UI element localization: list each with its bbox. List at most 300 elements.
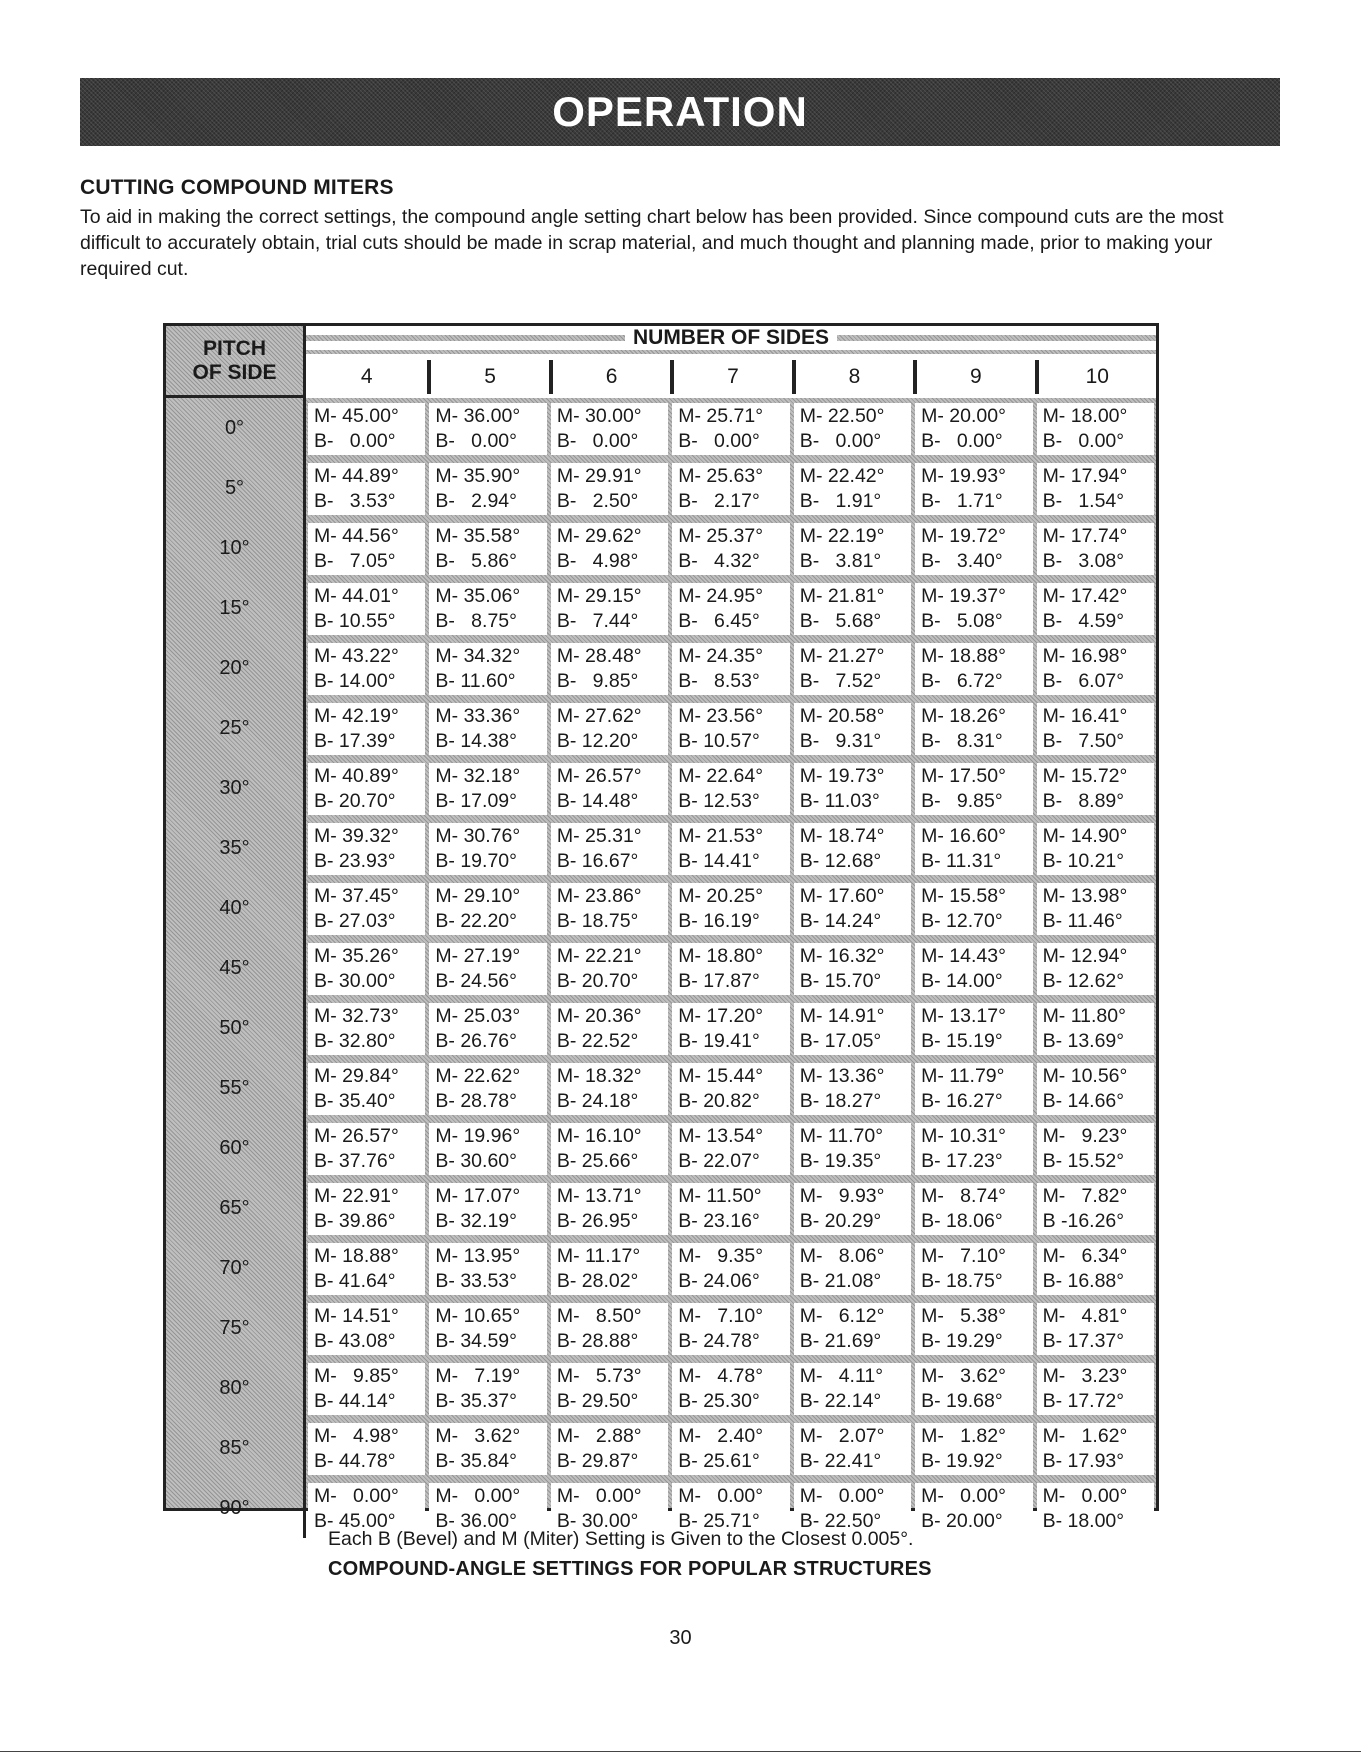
setting-cell (308, 943, 425, 995)
bevel-value: B- 14.00° (314, 670, 396, 692)
miter-value: M- 42.19° (314, 705, 399, 727)
pitch-cell: 25° (166, 698, 306, 758)
bevel-value: B- 17.23° (921, 1150, 1003, 1172)
miter-value: M- 13.36° (799, 1065, 885, 1087)
setting-cell (551, 1303, 668, 1355)
bevel-value: B- 0.00° (314, 430, 396, 452)
miter-value: M- 22.19° (799, 525, 885, 547)
setting-cell (1037, 943, 1154, 995)
bevel-value: B- 20.70° (556, 970, 639, 992)
miter-value: M- 25.37° (678, 525, 764, 547)
miter-value: M- 25.63° (678, 465, 764, 487)
pitch-cell: 20° (166, 638, 306, 698)
setting-cell (429, 1063, 546, 1115)
miter-value: M- 22.42° (799, 465, 885, 487)
setting-cell (915, 1243, 1032, 1295)
miter-value: M- 18.80° (678, 945, 764, 967)
miter-value: M- 22.64° (678, 765, 764, 787)
bevel-value: B- 16.27° (921, 1090, 1003, 1112)
setting-cell (794, 1243, 911, 1295)
bevel-value: B- 20.29° (799, 1210, 882, 1232)
setting-cell (1037, 403, 1154, 455)
bevel-value: B- 25.30° (678, 1390, 760, 1412)
column-header: 6 (549, 360, 670, 394)
miter-value: M- 22.62° (435, 1065, 521, 1087)
miter-value: M- 35.58° (435, 525, 521, 547)
miter-value: M- 30.00° (556, 405, 642, 427)
setting-cell (429, 883, 546, 935)
setting-cell (794, 883, 911, 935)
bevel-value: B- 19.35° (799, 1150, 882, 1172)
setting-cell (915, 643, 1032, 695)
setting-cell (308, 643, 425, 695)
setting-cell (915, 763, 1032, 815)
miter-value: M- 23.56° (678, 705, 764, 727)
setting-cell (672, 763, 789, 815)
setting-cell (429, 583, 546, 635)
setting-cell (915, 1483, 1032, 1535)
miter-value: M- 27.19° (435, 945, 521, 967)
bevel-value: B- 0.00° (678, 430, 760, 452)
bevel-value: B- 18.75° (556, 910, 639, 932)
bevel-value: B- 20.82° (678, 1090, 760, 1112)
setting-cell (915, 823, 1032, 875)
miter-value: M- 18.32° (556, 1065, 642, 1087)
miter-value: M- 22.21° (556, 945, 642, 967)
miter-value: M- 4.11° (799, 1365, 883, 1387)
table-row (166, 458, 1156, 518)
bevel-value: B- 44.14° (314, 1390, 396, 1412)
miter-value: M- 16.41° (1042, 705, 1128, 727)
bevel-value: B- 12.53° (678, 790, 760, 812)
bevel-value: B- 17.37° (1042, 1330, 1125, 1352)
setting-cell (672, 1243, 789, 1295)
bevel-value: B- 18.27° (799, 1090, 882, 1112)
bevel-value: B- 45.00° (314, 1510, 396, 1532)
bevel-value: B- 16.67° (556, 850, 639, 872)
bevel-value: B- 12.70° (921, 910, 1003, 932)
miter-value: M- 21.27° (799, 645, 885, 667)
miter-value: M- 5.38° (921, 1305, 1006, 1327)
table-row (166, 1178, 1156, 1238)
setting-cell (1037, 523, 1154, 575)
bevel-value: B- 17.05° (799, 1030, 882, 1052)
miter-value: M- 26.57° (314, 1125, 399, 1147)
miter-value: M- 20.25° (678, 885, 764, 907)
bevel-value: B- 1.91° (799, 490, 882, 512)
table-row (166, 638, 1156, 698)
miter-value: M- 30.76° (435, 825, 521, 847)
miter-value: M- 0.00° (799, 1485, 885, 1507)
setting-cell (794, 1003, 911, 1055)
bevel-value: B- 0.00° (799, 430, 882, 452)
compound-angle-chart (163, 323, 1159, 1532)
miter-value: M- 11.17° (556, 1245, 641, 1267)
setting-cell (1037, 583, 1154, 635)
setting-cell (915, 1183, 1032, 1235)
pitch-cell: 75° (166, 1298, 306, 1358)
setting-cell (429, 1003, 546, 1055)
column-header: 10 (1035, 360, 1156, 394)
setting-cell (915, 883, 1032, 935)
column-header: 9 (913, 360, 1034, 394)
setting-cell (551, 583, 668, 635)
setting-cell (429, 1423, 546, 1475)
intro-paragraph: To aid in making the correct settings, the compound angle setting chart below has been provided. Since compound cuts are the most difficult to accurately obtain, trial cuts should be made in scrap material, and much thought and planning made, prior to making your required cut. (80, 206, 1224, 280)
bevel-value: B- 16.19° (678, 910, 760, 932)
setting-cell (429, 643, 546, 695)
miter-value: M- 13.98° (1042, 885, 1128, 907)
miter-value: M- 2.07° (799, 1425, 885, 1447)
miter-value: M- 3.23° (1042, 1365, 1128, 1387)
setting-cell (672, 823, 789, 875)
miter-value: M- 0.00° (435, 1485, 521, 1507)
bevel-value: B- 36.00° (435, 1510, 517, 1532)
setting-cell (551, 763, 668, 815)
pitch-cell: 35° (166, 818, 306, 878)
bevel-value: B- 43.08° (314, 1330, 396, 1352)
bevel-value: B- 29.50° (556, 1390, 639, 1412)
miter-value: M- 14.51° (314, 1305, 399, 1327)
bevel-value: B- 25.61° (678, 1450, 760, 1472)
bevel-value: B- 17.72° (1042, 1390, 1125, 1412)
setting-cell (551, 1003, 668, 1055)
bevel-value: B- 24.78° (678, 1330, 760, 1352)
miter-value: M- 29.84° (314, 1065, 399, 1087)
setting-cell (672, 1423, 789, 1475)
bevel-value: B- 25.66° (556, 1150, 639, 1172)
setting-cell (308, 1063, 425, 1115)
operation-banner (80, 78, 1280, 146)
miter-value: M- 25.31° (556, 825, 642, 847)
pitch-cell: 30° (166, 758, 306, 818)
setting-cell (551, 1243, 668, 1295)
bevel-value: B- 22.50° (799, 1510, 882, 1532)
miter-value: M- 34.32° (435, 645, 521, 667)
setting-cell (1037, 883, 1154, 935)
miter-value: M- 22.50° (799, 405, 885, 427)
column-header: 5 (427, 360, 548, 394)
pitch-cell: 40° (166, 878, 306, 938)
bevel-value: B- 14.48° (556, 790, 639, 812)
settings-footnote: Each B (Bevel) and M (Miter) Setting is Given to the Closest 0.005°. (328, 1528, 914, 1550)
setting-cell (429, 763, 546, 815)
bevel-value: B- 37.76° (314, 1150, 396, 1172)
setting-cell (308, 1303, 425, 1355)
miter-value: M- 1.82° (921, 1425, 1006, 1447)
setting-cell (308, 823, 425, 875)
bevel-value: B- 1.71° (921, 490, 1003, 512)
setting-cell (551, 403, 668, 455)
miter-value: M- 15.44° (678, 1065, 764, 1087)
miter-value: M- 17.42° (1042, 585, 1128, 607)
setting-cell (672, 1063, 789, 1115)
miter-value: M- 3.62° (435, 1425, 521, 1447)
bevel-value: B- 10.57° (678, 730, 760, 752)
miter-value: M- 9.35° (678, 1245, 764, 1267)
bevel-value: B- 10.55° (314, 610, 396, 632)
miter-value: M- 15.58° (921, 885, 1006, 907)
table-row (166, 1058, 1156, 1118)
miter-value: M- 13.54° (678, 1125, 764, 1147)
miter-value: M- 26.57° (556, 765, 642, 787)
bevel-value: B- 11.03° (799, 790, 880, 812)
setting-cell (308, 1363, 425, 1415)
miter-value: M- 0.00° (1042, 1485, 1128, 1507)
setting-cell (429, 703, 546, 755)
setting-cell (915, 523, 1032, 575)
setting-cell (915, 463, 1032, 515)
miter-value: M- 19.37° (921, 585, 1006, 607)
bevel-value: B- 18.00° (1042, 1510, 1125, 1532)
table-row (166, 578, 1156, 638)
pitch-cell: 70° (166, 1238, 306, 1298)
bevel-value: B- 17.09° (435, 790, 517, 812)
setting-cell (551, 643, 668, 695)
bevel-value: B- 28.88° (556, 1330, 639, 1352)
pitch-cell: 45° (166, 938, 306, 998)
bevel-value: B- 8.53° (678, 670, 760, 692)
bevel-value: B- 13.69° (1042, 1030, 1125, 1052)
miter-value: M- 3.62° (921, 1365, 1006, 1387)
miter-value: M- 35.26° (314, 945, 399, 967)
miter-value: M- 11.80° (1042, 1005, 1126, 1027)
bevel-value: B- 12.20° (556, 730, 639, 752)
bevel-value: B- 6.45° (678, 610, 760, 632)
number-of-sides-label: NUMBER OF SIDES (625, 326, 837, 350)
bevel-value: B- 3.08° (1042, 550, 1125, 572)
miter-value: M- 0.00° (556, 1485, 642, 1507)
miter-value: M- 4.78° (678, 1365, 764, 1387)
miter-value: M- 17.74° (1042, 525, 1128, 547)
miter-value: M- 9.93° (799, 1185, 885, 1207)
miter-value: M- 17.60° (799, 885, 885, 907)
miter-value: M- 8.06° (799, 1245, 885, 1267)
setting-cell (794, 703, 911, 755)
bevel-value: B- 9.31° (799, 730, 882, 752)
setting-cell (915, 1303, 1032, 1355)
bevel-value: B- 30.00° (556, 1510, 639, 1532)
setting-cell (672, 403, 789, 455)
setting-cell (672, 1003, 789, 1055)
miter-value: M- 19.96° (435, 1125, 521, 1147)
miter-value: M- 10.65° (435, 1305, 521, 1327)
bevel-value: B- 19.68° (921, 1390, 1003, 1412)
setting-cell (672, 643, 789, 695)
miter-value: M- 20.00° (921, 405, 1006, 427)
bevel-value: B- 4.32° (678, 550, 760, 572)
setting-cell (308, 1243, 425, 1295)
bevel-value: B- 11.31° (921, 850, 1002, 872)
miter-value: M- 6.34° (1042, 1245, 1128, 1267)
setting-cell (794, 523, 911, 575)
setting-cell (1037, 1303, 1154, 1355)
setting-cell (1037, 823, 1154, 875)
miter-value: M- 11.50° (678, 1185, 762, 1207)
miter-value: M- 27.62° (556, 705, 642, 727)
bevel-value: B- 24.56° (435, 970, 517, 992)
bevel-value: B- 7.50° (1042, 730, 1125, 752)
setting-cell (429, 1303, 546, 1355)
bevel-value: B- 19.41° (678, 1030, 760, 1052)
miter-value: M- 39.32° (314, 825, 399, 847)
miter-value: M- 25.71° (678, 405, 764, 427)
setting-cell (551, 823, 668, 875)
setting-cell (915, 703, 1032, 755)
setting-cell (1037, 1123, 1154, 1175)
setting-cell (672, 1183, 789, 1235)
miter-value: M- 11.70° (799, 1125, 884, 1147)
miter-value: M- 4.98° (314, 1425, 399, 1447)
bevel-value: B- 22.07° (678, 1150, 760, 1172)
bevel-value: B- 17.87° (678, 970, 760, 992)
bevel-value: B- 15.52° (1042, 1150, 1125, 1172)
table-row (166, 878, 1156, 938)
bevel-value: B- 12.68° (799, 850, 882, 872)
bevel-value: B- 2.17° (678, 490, 760, 512)
miter-value: M- 40.89° (314, 765, 399, 787)
pitch-header-line1: PITCH (203, 336, 266, 360)
setting-cell (551, 1183, 668, 1235)
bevel-value: B- 22.52° (556, 1030, 639, 1052)
miter-value: M- 5.73° (556, 1365, 642, 1387)
miter-value: M- 14.43° (921, 945, 1006, 967)
miter-value: M- 7.82° (1042, 1185, 1128, 1207)
bevel-value: B- 7.05° (314, 550, 396, 572)
bevel-value: B- 9.85° (556, 670, 639, 692)
setting-cell (429, 1183, 546, 1235)
bevel-value: B- 14.41° (678, 850, 760, 872)
miter-value: M- 14.91° (799, 1005, 885, 1027)
bevel-value: B- 18.06° (921, 1210, 1003, 1232)
pitch-cell: 0° (166, 398, 306, 458)
miter-value: M- 25.03° (435, 1005, 521, 1027)
bevel-value: B- 32.19° (435, 1210, 517, 1232)
setting-cell (915, 1423, 1032, 1475)
miter-value: M- 7.10° (921, 1245, 1006, 1267)
miter-value: M- 8.74° (921, 1185, 1006, 1207)
miter-value: M- 16.10° (556, 1125, 642, 1147)
miter-value: M- 19.93° (921, 465, 1006, 487)
setting-cell (794, 1303, 911, 1355)
miter-value: M- 8.50° (556, 1305, 642, 1327)
bevel-value: B- 0.00° (435, 430, 517, 452)
setting-cell (915, 1363, 1032, 1415)
bottom-rule (0, 1751, 1361, 1752)
setting-cell (551, 943, 668, 995)
setting-cell (794, 583, 911, 635)
miter-value: M- 6.12° (799, 1305, 885, 1327)
bevel-value: B- 21.08° (799, 1270, 882, 1292)
setting-cell (672, 583, 789, 635)
bevel-value: B- 20.70° (314, 790, 396, 812)
setting-cell (308, 1003, 425, 1055)
miter-value: M- 7.10° (678, 1305, 764, 1327)
miter-value: M- 18.00° (1042, 405, 1128, 427)
setting-cell (429, 1123, 546, 1175)
bevel-value: B- 35.37° (435, 1390, 517, 1412)
setting-cell (794, 1063, 911, 1115)
miter-value: M- 12.94° (1042, 945, 1128, 967)
setting-cell (794, 1423, 911, 1475)
bevel-value: B- 5.86° (435, 550, 517, 572)
setting-cell (794, 1183, 911, 1235)
bevel-value: B- 25.71° (678, 1510, 760, 1532)
bevel-value: B- 3.81° (799, 550, 882, 572)
pitch-cell: 60° (166, 1118, 306, 1178)
bevel-value: B- 5.68° (799, 610, 882, 632)
miter-value: M- 29.10° (435, 885, 521, 907)
bevel-value: B- 24.06° (678, 1270, 760, 1292)
table-row (166, 698, 1156, 758)
setting-cell (429, 1243, 546, 1295)
miter-value: M- 9.23° (1042, 1125, 1128, 1147)
bevel-value: B- 26.95° (556, 1210, 639, 1232)
miter-value: M- 19.72° (921, 525, 1006, 547)
bevel-value: B- 3.53° (314, 490, 396, 512)
miter-value: M- 0.00° (678, 1485, 764, 1507)
miter-value: M- 36.00° (435, 405, 521, 427)
setting-cell (672, 523, 789, 575)
miter-value: M- 22.91° (314, 1185, 399, 1207)
bevel-value: B- 12.62° (1042, 970, 1125, 992)
table-row (166, 758, 1156, 818)
bevel-value: B- 9.85° (921, 790, 1003, 812)
miter-value: M- 29.91° (556, 465, 642, 487)
miter-value: M- 35.06° (435, 585, 521, 607)
miter-value: M- 45.00° (314, 405, 399, 427)
miter-value: M- 14.90° (1042, 825, 1128, 847)
structures-title: COMPOUND-ANGLE SETTINGS FOR POPULAR STRUCTURES (328, 1558, 932, 1580)
column-header: 7 (670, 360, 791, 394)
bevel-value: B- 0.00° (921, 430, 1003, 452)
miter-value: M- 13.71° (556, 1185, 642, 1207)
setting-cell (1037, 1243, 1154, 1295)
setting-cell (1037, 463, 1154, 515)
miter-value: M- 29.62° (556, 525, 642, 547)
setting-cell (308, 883, 425, 935)
miter-value: M- 44.01° (314, 585, 399, 607)
table-row (166, 818, 1156, 878)
bevel-value: B- 26.76° (435, 1030, 517, 1052)
setting-cell (551, 703, 668, 755)
setting-cell (308, 703, 425, 755)
table-row (166, 998, 1156, 1058)
bevel-value: B- 8.89° (1042, 790, 1125, 812)
bevel-value: B- 4.98° (556, 550, 639, 572)
miter-value: M- 18.26° (921, 705, 1006, 727)
miter-value: M- 19.73° (799, 765, 885, 787)
setting-cell (551, 1063, 668, 1115)
setting-cell (1037, 643, 1154, 695)
setting-cell (429, 1363, 546, 1415)
table-row (166, 398, 1156, 458)
setting-cell (1037, 1063, 1154, 1115)
miter-value: M- 7.19° (435, 1365, 521, 1387)
setting-cell (429, 403, 546, 455)
table-row (166, 1118, 1156, 1178)
bevel-value: B- 22.20° (435, 910, 517, 932)
bevel-value: B- 22.14° (799, 1390, 882, 1412)
banner-title: OPERATION (552, 88, 808, 135)
setting-cell (308, 1183, 425, 1235)
miter-value: M- 17.07° (435, 1185, 521, 1207)
bevel-value: B- 7.52° (799, 670, 882, 692)
miter-value: M- 17.94° (1042, 465, 1128, 487)
bevel-value: B- 21.69° (799, 1330, 882, 1352)
bevel-value: B- 0.00° (556, 430, 639, 452)
bevel-value: B- 10.21° (1042, 850, 1125, 872)
